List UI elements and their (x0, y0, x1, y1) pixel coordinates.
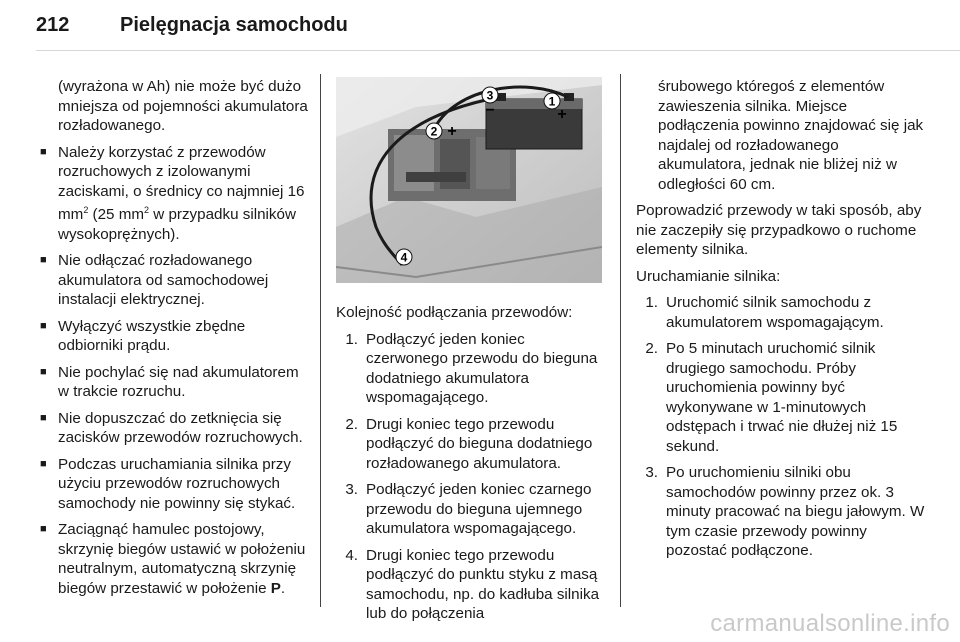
svg-text:−: − (485, 102, 495, 119)
list-item: 2. Drugi koniec tego przewodu podłączyć do bieguna dodatniego rozładowanego akumulatora. (345, 415, 593, 472)
page-title: Pielęgnacja samochodu (120, 14, 348, 36)
label-2 (426, 123, 442, 139)
bullet-item: ■ Podczas uruchamiania silnika przy użyciu przewodów rozruchowych samochody nie powinny się stykać. (36, 455, 310, 514)
connection-steps (336, 330, 608, 624)
continuation-text: śrubowego któregoś z elementów zawieszenia silnika. Miejsce podłączenia powinno znajdować się jak najdalej od rozładowanego akumulatora, jednak nie bliżej niż w odległości 60 cm. (658, 78, 924, 193)
column-divider-left (320, 74, 321, 607)
header-divider (36, 50, 960, 51)
paragraph: Poprowadzić przewody w taki sposób, aby nie zaczepiły się przypadkowo o ruchome elementy silnika. (636, 202, 922, 258)
svg-text:3: 3 (486, 88, 494, 103)
list-item: 4. Drugi koniec tego przewodu podłączyć do punktu styku z masą samochodu, np. do kadłuba silnika lub do połączenia (345, 546, 600, 622)
continuation-text: (wyrażona w Ah) nie może być dużo mniejsza od pojemności akumulatora rozładowanego. (58, 78, 308, 134)
column-right (636, 77, 926, 568)
connection-order-intro: Kolejność podłączania przewodów: (336, 304, 573, 321)
battery-jump-start-illustration (336, 77, 602, 283)
list-item: 1. Podłączyć jeden koniec czerwonego przewodu do bieguna dodatniego akumulatora wspomagającego. (345, 330, 598, 406)
column-left (36, 77, 310, 605)
list-item: 1. Uruchomić silnik samochodu z akumulatorem wspomagającym. (645, 294, 884, 331)
column-divider-right (620, 74, 621, 607)
list-item: 3. Po uruchomieniu silniki obu samochodów powinny przez ok. 3 minuty pracować na biegu jałowym. W tym czasie przewody powinny pozostać podłączone. (645, 464, 925, 559)
page-number: 212 (36, 14, 70, 36)
bullet-item: ■ Nie dopuszczać do zetknięcia się zacisków przewodów rozruchowych. (36, 409, 310, 448)
plus-sign-engine (447, 123, 456, 140)
starting-steps (636, 293, 926, 561)
page-header (36, 14, 348, 44)
svg-text:2: 2 (430, 124, 438, 139)
watermark: carmanualsonline.info (710, 610, 950, 637)
svg-text:+: + (447, 123, 457, 140)
bullet-item: ■ Należy korzystać z przewodów rozruchowych z izolowanymi zaciskami, o średnicy co najmniej 16 $mm^2$ (25 $mm^2$ w przypadku silników wysokoprężnych). (36, 143, 310, 245)
svg-text:+: + (557, 106, 567, 123)
list-item: 3. Podłączyć jeden koniec czarnego przewodu do bieguna ujemnego akumulatora wspomagającego. (345, 481, 592, 537)
list-item: 2. Po 5 minutach uruchomić silnik drugiego samochodu. Próby uruchomienia powinny być wykonywane w 1-minutowych odstępach i trwać nie dłużej niż 15 sekund. (645, 340, 898, 455)
bullet-item: ■ Nie odłączać rozładowanego akumulatora od samochodowej instalacji elektrycznej. (36, 251, 310, 310)
label-4 (396, 249, 412, 265)
minus-sign (485, 102, 494, 119)
plus-sign-battery (557, 106, 566, 123)
column-middle (336, 303, 608, 631)
label-3 (482, 87, 498, 103)
bullet-item: ■ Wyłączyć wszystkie zbędne odbiorniki prądu. (36, 317, 310, 356)
paragraph: Uruchamianie silnika: (636, 267, 781, 285)
svg-text:1: 1 (548, 94, 556, 109)
battery (486, 93, 582, 149)
bullet-item: ■ Zaciągnąć hamulec postojowy, skrzynię biegów ustawić w położeniu neutralnym, automatyczną skrzynię biegów przestawić w położenie P. (36, 520, 310, 598)
svg-text:4: 4 (400, 250, 408, 265)
bullet-item: ■ Nie pochylać się nad akumulatorem w trakcie rozruchu. (36, 363, 310, 402)
